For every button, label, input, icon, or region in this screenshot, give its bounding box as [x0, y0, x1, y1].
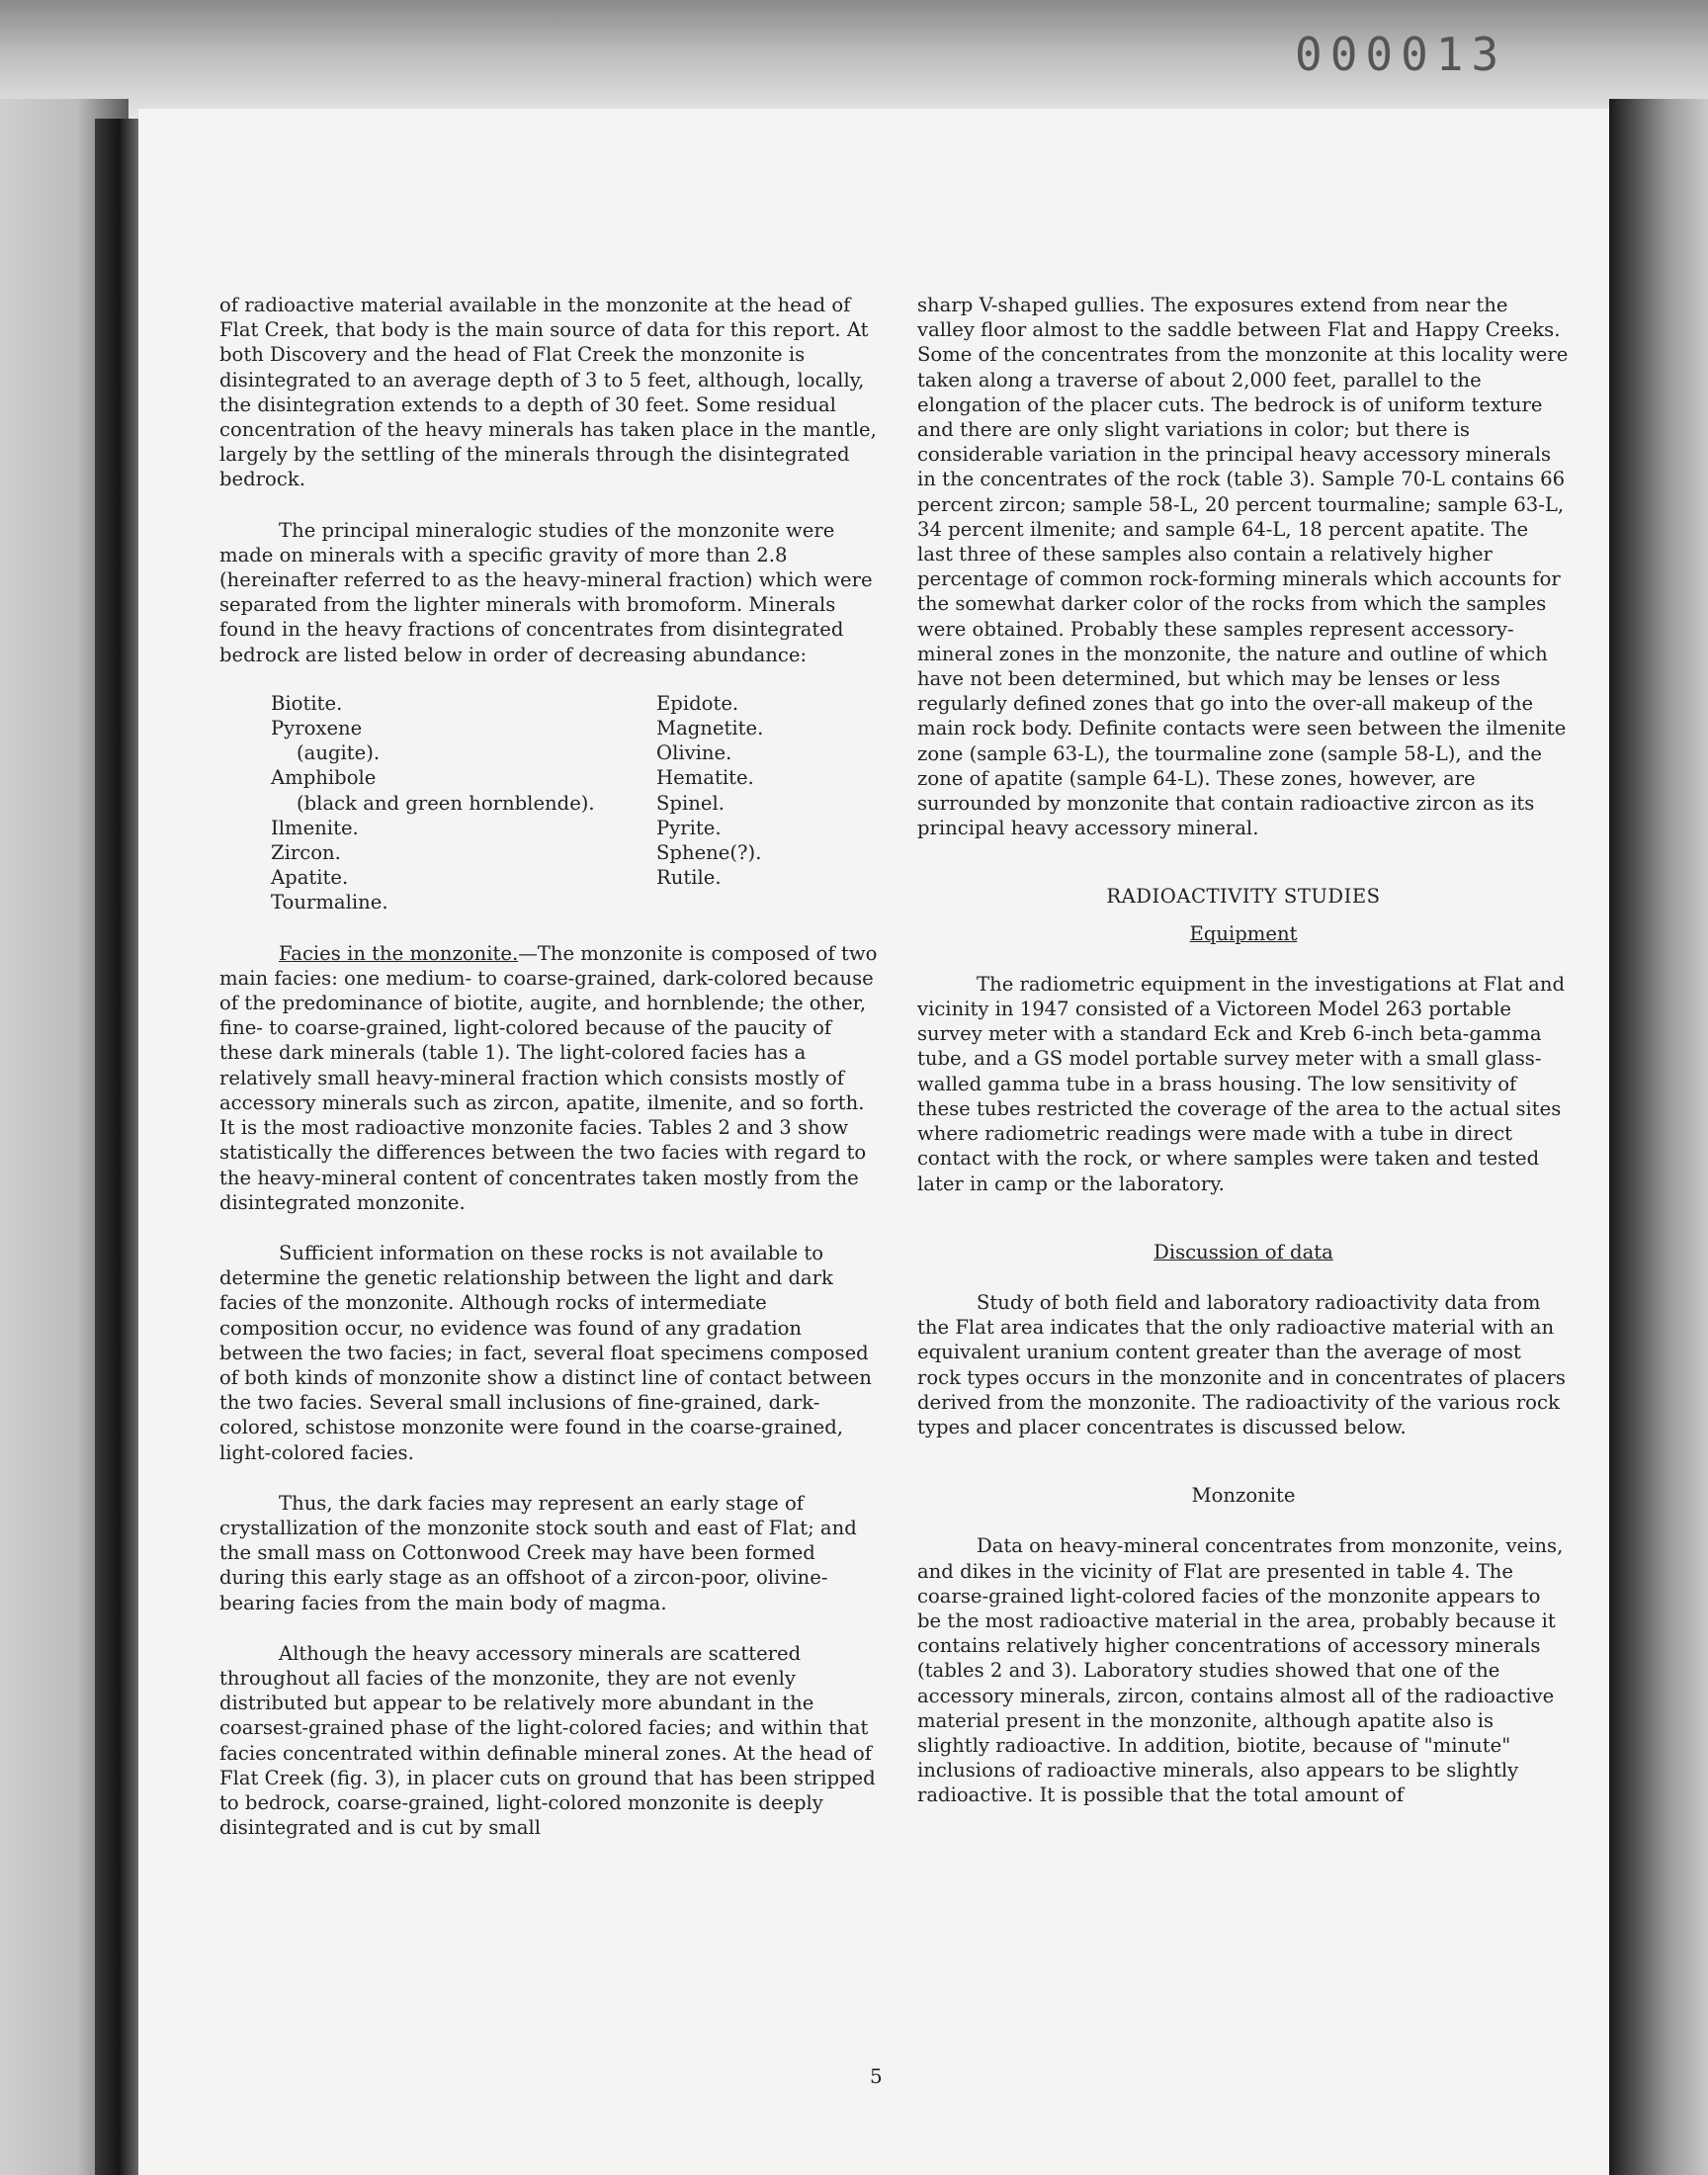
page-number: 5 [870, 2064, 883, 2088]
subsection-heading-equipment [917, 921, 1570, 946]
facies-paragraph [219, 941, 884, 1215]
paragraph: The radiometric equipment in the investigations at Flat and vicinity in 1947 consisted of a Victoreen Model 263 portable survey meter with a standard Eck and Kreb 6-inch beta-gamma tube, and a GS model portable survey meter with a small glass-walled gamma tube in a brass housing. The low sensitivity of these tubes restricted the coverage of the area to the actual sites where radiometric readings were made with a tube in direct contact with the rock, or where samples were taken and tested later in camp or the laboratory. [917, 972, 1566, 1195]
mineral-list-column-1 [271, 691, 656, 915]
mineral-item: Zircon. [271, 841, 341, 865]
mineral-item: Apatite. [271, 866, 349, 890]
subsection-heading-text: Equipment [1189, 921, 1298, 945]
mineral-item: Olivine. [656, 741, 732, 765]
mineral-list [271, 691, 884, 915]
paragraph: Study of both field and laboratory radioactivity data from the Flat area indicates that the only radioactive material with an equivalent uranium content greater than the average of most rock types occurs in the monzonite and in concentrates of placers derived from the monzonite. The radioactivity of the various rock types and placer concentrates is discussed below. [917, 1290, 1566, 1438]
mineral-item: (black and green hornblende). [297, 791, 595, 815]
document-stamp-number: 000013 [1295, 28, 1507, 81]
paragraph: sharp V-shaped gullies. The exposures extend from near the valley floor almost to the saddle between Flat and Happy Creeks. Some of the concentrates from the monzonite at this locality were taken along a traverse of about 2,000 feet, parallel to the elongation of the placer cuts. The bedrock is of uniform texture and there are only slight variations in color; but there is considerable variation in the principal heavy accessory minerals in the concentrates of the rock (table 3). Sample 70-L contains 66 percent zircon; sample 58-L, 20 percent tourmaline; sample 63-L, 34 percent ilmenite; and sample 64-L, 18 percent apatite. The last three of these samples also contain a relatively higher percentage of common rock-forming minerals which accounts for the somewhat darker color of the rocks from which the samples were obtained. Probably these samples represent accessory-mineral zones in the monzonite, the nature and outline of which have not been determined, but which may be lenses or less regularly defined zones that go into the over-all makeup of the main rock body. Definite contacts were seen between the ilmenite zone (sample 63-L), the tourmaline zone (sample 58-L), and the zone of apatite (sample 64-L). These zones, however, are surrounded by monzonite that contain radioactive zircon as its principal heavy accessory mineral. [917, 294, 1569, 840]
mineral-item: Biotite. [271, 691, 343, 715]
mineral-item: Sphene(?). [656, 841, 762, 865]
paragraph: Data on heavy-mineral concentrates from monzonite, veins, and dikes in the vicinity of Flat are presented in table 4. The coarse-grained light-colored facies of the monzonite appears to be the most radioactive material in the area, probably because it contains relatively higher concentrations of accessory minerals (tables 2 and 3). Laboratory studies showed that one of the accessory minerals, zircon, contains almost all of the radioactive material present in the monzonite, although apatite also is slightly radioactive. In addition, biotite, because of "minute" inclusions of radioactive minerals, also appears to be slightly radioactive. It is possible that the total amount of [917, 1534, 1564, 1807]
paragraph: Although the heavy accessory minerals are scattered throughout all facies of the monzonite, they are not evenly distributed but appear to be relatively more abundant in the coarsest-grained phase of the light-colored facies; and within that facies concentrated within definable mineral zones. At the head of Flat Creek (fig. 3), in placer cuts on ground that has been stripped to bedrock, coarse-grained, light-colored monzonite is deeply disintegrated and is cut by small [219, 1641, 876, 1840]
mineral-item: Hematite. [656, 766, 754, 790]
scan-right-edge [1609, 99, 1708, 2175]
mineral-item: Pyrite. [656, 816, 722, 839]
mineral-item: Tourmaline. [271, 891, 388, 914]
facies-paragraph-text: —The monzonite is composed of two main facies: one medium- to coarse-grained, dark-colored because of the predominance of biotite, augite, and hornblende; the other, fine- to coarse-grained, light-colored because of the paucity of these dark minerals (table 1). The light-colored facies has a relatively small heavy-mineral fraction which consists mostly of accessory minerals such as zircon, apatite, ilmenite, and so forth. It is the most radioactive monzonite facies. Tables 2 and 3 show statistically the differences between the two facies with regard to the heavy-mineral content of concentrates taken mostly from the disintegrated monzonite. [219, 941, 878, 1214]
subsection-heading-discussion [917, 1240, 1570, 1264]
mineral-item: Ilmenite. [271, 816, 359, 839]
paragraph: Thus, the dark facies may represent an early stage of crystallization of the monzonite stock south and east of Flat; and the small mass on Cottonwood Creek may have been formed during this early stage as an offshoot of a zircon-poor, olivine-bearing facies from the main body of magma. [219, 1491, 857, 1614]
section-heading: RADIOACTIVITY STUDIES [1106, 885, 1381, 909]
binding-spine [95, 119, 138, 2175]
mineral-item: Rutile. [656, 866, 722, 890]
mineral-item: (augite). [297, 741, 381, 765]
mineral-item: Epidote. [656, 691, 739, 715]
mineral-item: Pyroxene [271, 717, 363, 740]
mineral-item: Amphibole [271, 766, 377, 790]
left-column [219, 293, 884, 1840]
right-column [917, 293, 1570, 1808]
paragraph: The principal mineralogic studies of the monzonite were made on minerals with a specific gravity of more than 2.8 (hereinafter referred to as the heavy-mineral fraction) which were separated from the lighter minerals with bromoform. Minerals found in the heavy fractions of concentrates from disintegrated bedrock are listed below in order of decreasing abundance: [219, 518, 873, 666]
subsection-heading-monzonite: Monzonite [1191, 1484, 1296, 1508]
facies-run-in-heading: Facies in the monzonite. [279, 941, 519, 965]
paragraph: of radioactive material available in the monzonite at the head of Flat Creek, that body is the main source of data for this report. At both Discovery and the head of Flat Creek the monzonite is disintegrated to an average depth of 3 to 5 feet, although, locally, the disintegration extends to a depth of 30 feet. Some residual concentration of the heavy minerals has taken place in the mantle, largely by the settling of the minerals through the disintegrated bedrock. [219, 294, 877, 491]
mineral-list-column-2 [656, 691, 913, 915]
paragraph: Sufficient information on these rocks is not available to determine the genetic relationship between the light and dark facies of the monzonite. Although rocks of intermediate composition occur, no evidence was found of any gradation between the two facies; in fact, several float specimens composed of both kinds of monzonite show a distinct line of contact between the two facies. Several small inclusions of fine-grained, dark-colored, schistose monzonite were found in the coarse-grained, light-colored facies. [219, 1241, 872, 1464]
subsection-heading-text: Discussion of data [1153, 1240, 1333, 1263]
mineral-item: Spinel. [656, 791, 725, 815]
mineral-item: Magnetite. [656, 717, 764, 740]
